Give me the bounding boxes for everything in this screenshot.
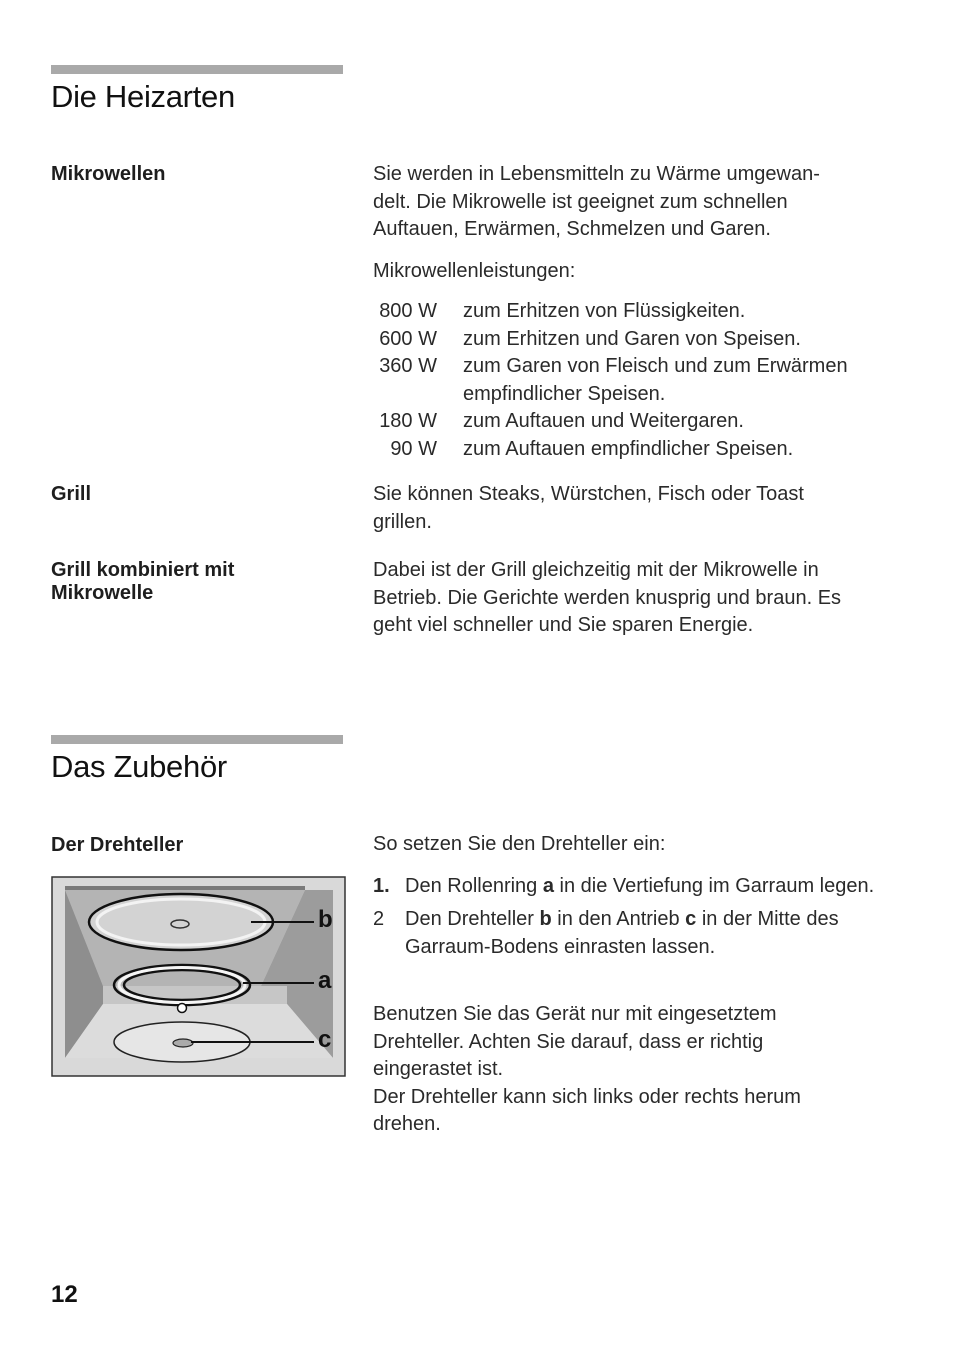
power-description: zum Garen von Fleisch und zum Erwärmen empfindlicher Speisen. bbox=[463, 355, 848, 405]
combi-line: Betrieb. Die Gerichte werden knusprig und braun. Es bbox=[373, 586, 842, 609]
step-list bbox=[373, 873, 903, 962]
power-value: 180 W bbox=[379, 410, 437, 432]
step-key: c bbox=[685, 908, 697, 930]
step-key: b bbox=[539, 908, 552, 930]
section-rule bbox=[51, 65, 343, 74]
combi-text bbox=[373, 557, 903, 640]
figure-label-b: b bbox=[318, 906, 333, 933]
step-text-part: in den Antrieb bbox=[551, 908, 686, 930]
power-value: 800 W bbox=[379, 300, 437, 322]
power-description: zum Auftauen und Weitergaren. bbox=[463, 410, 744, 432]
section-rule bbox=[51, 735, 343, 744]
page-number: 12 bbox=[51, 1281, 78, 1308]
label-drehteller: Der Drehteller bbox=[51, 834, 184, 856]
power-list bbox=[373, 298, 903, 463]
drehteller-intro: So setzen Sie den Drehteller ein: bbox=[373, 833, 666, 855]
label-grill-combi bbox=[51, 559, 234, 605]
section-title-heizarten: Die Heizarten bbox=[51, 79, 235, 114]
power-description: zum Erhitzen von Flüssigkeiten. bbox=[463, 300, 746, 322]
note-line: Benutzen Sie das Gerät nur mit eingesetztem bbox=[373, 1003, 777, 1025]
label-line: Grill kombiniert mit bbox=[51, 559, 235, 581]
drehteller-text bbox=[373, 831, 903, 1139]
power-row bbox=[373, 408, 903, 436]
figure-label-a: a bbox=[318, 967, 332, 994]
step-text-part: Den Rollenring bbox=[405, 874, 543, 897]
power-row bbox=[373, 436, 903, 464]
section-title-zubehoer: Das Zubehör bbox=[51, 749, 227, 784]
power-row bbox=[373, 326, 903, 354]
step-number: 2 bbox=[373, 908, 385, 930]
turntable-plate bbox=[89, 894, 273, 950]
power-description: zum Auftauen empfindlicher Speisen. bbox=[463, 437, 794, 460]
mikrowellen-text bbox=[373, 161, 903, 463]
note-line: Der Drehteller kann sich links oder rechts herum drehen. bbox=[373, 1085, 801, 1135]
note bbox=[373, 1001, 903, 1139]
combi-line: Dabei ist der Grill gleichzeitig mit der Mikrowelle in bbox=[373, 559, 819, 581]
note-line: Drehteller. Achten Sie darauf, dass er richtig bbox=[373, 1030, 764, 1053]
combi-line: geht viel schneller und Sie sparen Energie. bbox=[373, 614, 754, 636]
intro-line: Auftauen, Erwärmen, Schmelzen und Garen. bbox=[373, 218, 771, 240]
figure-label-c: c bbox=[318, 1026, 332, 1053]
label-mikrowellen: Mikrowellen bbox=[51, 163, 166, 185]
label-line: Mikrowelle bbox=[51, 582, 154, 604]
step-text-part: Den Drehteller bbox=[405, 908, 540, 930]
intro-line: Sie werden in Lebensmitteln zu Wärme umgewan- bbox=[373, 163, 820, 185]
power-value: 600 W bbox=[379, 327, 437, 350]
step-text bbox=[405, 906, 903, 961]
step-item bbox=[373, 906, 903, 961]
grill-text: Sie können Steaks, Würstchen, Fisch oder Toast grillen. bbox=[373, 483, 804, 533]
power-description: zum Erhitzen und Garen von Speisen. bbox=[463, 327, 801, 350]
intro-line: delt. Die Mikrowelle ist geeignet zum schnellen bbox=[373, 190, 788, 213]
step-text-part: in der Mitte des Garraum-Bodens einrasten lassen. bbox=[405, 908, 839, 958]
note-line: eingerastet ist. bbox=[373, 1058, 504, 1080]
power-row bbox=[373, 298, 903, 326]
step-key: a bbox=[542, 874, 554, 897]
power-value: 90 W bbox=[390, 437, 437, 460]
power-row bbox=[373, 353, 903, 408]
step-number: 1. bbox=[373, 874, 390, 897]
power-value: 360 W bbox=[379, 355, 437, 377]
turntable-illustration bbox=[51, 876, 346, 1077]
step-text-part: in die Vertiefung im Garraum legen. bbox=[553, 874, 875, 897]
label-grill: Grill bbox=[51, 483, 92, 505]
step-text bbox=[405, 873, 903, 901]
power-heading: Mikrowellenleistungen: bbox=[373, 259, 576, 282]
step-item bbox=[373, 873, 903, 901]
